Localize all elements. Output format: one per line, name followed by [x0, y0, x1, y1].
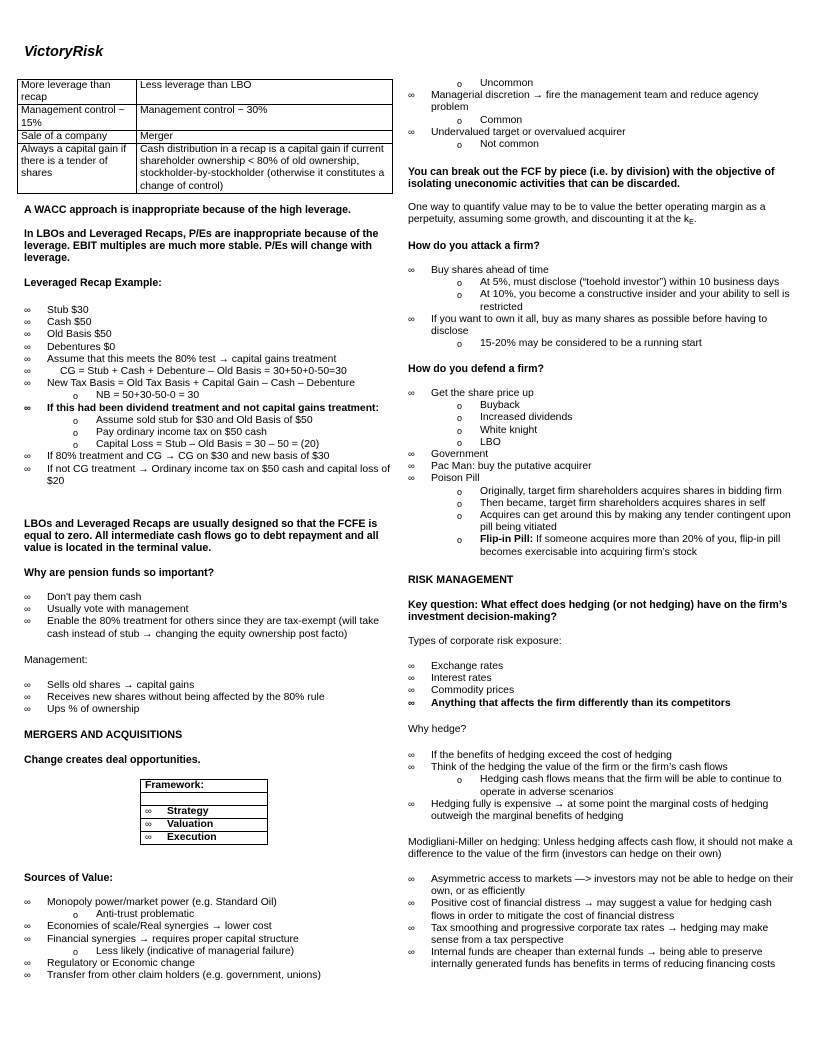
list-item — [24, 970, 394, 982]
list-item-text: Old Basis $50 — [47, 329, 112, 341]
list-item — [408, 90, 798, 114]
bullet-icon: ∞ — [24, 341, 31, 353]
sub-list-item — [408, 412, 798, 424]
list-item-text: Pac Man: buy the putative acquirer — [431, 461, 592, 473]
sub-bullet-icon: o — [457, 339, 463, 350]
sub-bullet-icon: o — [73, 946, 79, 957]
list-item-text: Financial synergies → requires proper capital structure — [47, 933, 299, 945]
list-item-text: Debentures $0 — [47, 341, 116, 353]
sub-bullet-icon: o — [457, 115, 463, 126]
sub-list-item — [408, 774, 798, 798]
recap-heading: Leveraged Recap Example: — [24, 277, 162, 289]
table-row — [18, 130, 393, 143]
bullet-icon: ∞ — [408, 750, 415, 761]
table-row — [141, 806, 268, 819]
list-item — [408, 874, 798, 898]
list-item-text: Hedging fully is expensive → at some point the marginal costs of hedging outweigh the marginal benefits of hedging — [431, 798, 769, 823]
fcfe-statement: LBOs and Leveraged Recaps are usually designed so that the FCFE is equal to zero. All intermediate cash flows go to debt repayment and all value is located in the terminal value. — [24, 518, 379, 555]
table-cell — [141, 793, 268, 806]
subscript: E — [689, 219, 694, 227]
list-item — [24, 934, 394, 946]
list-item — [408, 762, 798, 774]
table-cell: More leverage than recap — [18, 80, 137, 105]
sub-list-item — [408, 437, 798, 449]
list-item — [24, 403, 394, 415]
bullet-icon: ∞ — [24, 897, 31, 908]
list-item — [24, 921, 394, 933]
list-item-text: If the benefits of hedging exceed the cost of hedging — [431, 750, 672, 761]
list-item-text: Assume sold stub for $30 and Old Basis of $50 — [96, 414, 313, 426]
bullet-icon: ∞ — [408, 898, 415, 910]
sub-list-item — [408, 534, 798, 558]
sub-bullet-icon: o — [457, 79, 463, 89]
bullet-icon: ∞ — [24, 329, 31, 341]
list-item — [408, 750, 798, 762]
bullet-icon: ∞ — [24, 353, 31, 365]
list-item-text: Get the share price up — [431, 388, 534, 399]
bullet-icon: ∞ — [24, 958, 31, 970]
list-item — [408, 449, 798, 461]
bullet-icon: ∞ — [145, 819, 152, 830]
table-cell: Always a capital gain if there is a tender of shares — [18, 144, 137, 194]
bullet-icon: ∞ — [24, 970, 31, 982]
sub-list-item — [408, 425, 798, 437]
sub-list-item — [24, 909, 394, 921]
bullet-icon: ∞ — [24, 305, 31, 316]
sub-list-item — [408, 78, 798, 90]
sub-list-item — [24, 946, 394, 958]
pe-statement: In LBOs and Leveraged Recaps, P/Es are inappropriate because of the leverage. EBIT multiples are much more stable. P/Es will change with leverage. — [24, 228, 379, 265]
bullet-icon: ∞ — [408, 762, 415, 774]
fcf-statement: You can break out the FCF by piece (i.e. by division) with the objective of isolating uneconomic activities that can be discarded. — [408, 166, 775, 191]
sub-list-item — [24, 390, 394, 402]
ma-heading: MERGERS AND ACQUISITIONS — [24, 729, 183, 741]
table-row — [18, 105, 393, 130]
list-item — [408, 685, 798, 697]
sub-bullet-icon: o — [457, 486, 463, 497]
recap-list — [24, 305, 394, 488]
bullet-icon: ∞ — [408, 461, 415, 473]
list-item-text: Originally, target firm shareholders acquires shares in bidding firm — [480, 485, 782, 497]
list-item-text: At 10%, you become a constructive insider and your ability to sell is restricted — [480, 289, 790, 313]
list-item-text: Buy shares ahead of time — [431, 265, 549, 276]
bullet-icon: ∞ — [24, 402, 31, 414]
framework-item: Execution — [167, 832, 217, 843]
list-item — [24, 354, 394, 366]
list-item — [408, 127, 798, 139]
list-item-text: Common — [480, 114, 523, 126]
defend-list — [408, 388, 798, 559]
list-item — [24, 592, 394, 604]
list-item-text: Don't pay them cash — [47, 592, 142, 603]
management-list — [24, 680, 394, 717]
comparison-table — [17, 79, 393, 194]
list-item-text: Uncommon — [480, 78, 534, 89]
list-item-text: Stub $30 — [47, 305, 89, 316]
list-item-text: Capital Loss = Stub – Old Basis = 30 – 50 = (20) — [96, 439, 320, 451]
document-title: VictoryRisk — [24, 44, 104, 60]
sub-bullet-icon: o — [457, 775, 463, 786]
list-item — [24, 378, 394, 390]
bullet-icon: ∞ — [408, 313, 415, 325]
bullet-icon: ∞ — [408, 90, 415, 102]
bullet-icon: ∞ — [24, 366, 31, 378]
list-item-text: Monopoly power/market power (e.g. Standard Oil) — [47, 897, 277, 908]
sub-bullet-icon: o — [457, 535, 463, 546]
sub-list-item — [24, 427, 394, 439]
list-item — [408, 461, 798, 473]
bullet-icon: ∞ — [408, 661, 415, 672]
list-item-text: Exchange rates — [431, 661, 504, 672]
mm-paragraph: Modigliani-Miller on hedging: Unless hedging affects cash flow, it should not make a difference to the value of the firm (investors can hedge on their own) — [408, 837, 793, 861]
bullet-icon: ∞ — [24, 933, 31, 945]
sub-list-item — [408, 400, 798, 412]
list-item-text: NB = 50+30-50-0 = 30 — [96, 390, 200, 402]
why-hedge-heading: Why hedge? — [408, 724, 467, 735]
bullet-icon: ∞ — [24, 680, 31, 691]
list-item — [408, 898, 798, 922]
sub-bullet-icon: o — [457, 511, 463, 522]
list-item — [24, 317, 394, 329]
bullet-icon: ∞ — [24, 378, 31, 390]
bullet-icon: ∞ — [408, 449, 415, 461]
defend-heading: How do you defend a firm? — [408, 363, 544, 375]
table-row — [141, 819, 268, 832]
sub-list-item — [24, 415, 394, 427]
list-item — [24, 680, 394, 692]
pension-heading: Why are pension funds so important? — [24, 567, 215, 579]
table-cell: Less leverage than LBO — [137, 80, 393, 105]
why-hedge-list — [408, 750, 798, 823]
flipin-label: Flip-in Pill: — [480, 534, 534, 546]
list-item-text: Anything that affects the firm differently than its competitors — [431, 697, 731, 709]
bullet-icon: ∞ — [408, 685, 415, 697]
table-cell: Merger — [137, 130, 393, 143]
bullet-icon: ∞ — [24, 604, 31, 616]
list-item — [24, 305, 394, 317]
table-row — [141, 832, 268, 845]
bullet-icon: ∞ — [24, 704, 31, 716]
list-item-text: If not CG treatment → Ordinary income tax on $50 cash and capital loss of $20 — [47, 463, 391, 487]
list-item-text: Ups % of ownership — [47, 704, 140, 716]
table-row — [141, 780, 268, 793]
list-item — [24, 366, 394, 378]
list-item-text: Increased dividends — [480, 412, 573, 424]
list-item-text: Think of the hedging the value of the firm or the firm’s cash flows — [431, 762, 728, 774]
bullet-icon: ∞ — [408, 874, 415, 885]
list-item — [24, 692, 394, 704]
sub-bullet-icon: o — [457, 278, 463, 289]
list-item — [24, 604, 394, 616]
list-item-text: Economies of scale/Real synergies → lower cost — [47, 921, 272, 933]
list-item-text: New Tax Basis = Old Tax Basis + Capital Gain – Cash – Debenture — [47, 378, 356, 390]
list-item-text: Undervalued target or overvalued acquirer — [431, 126, 626, 138]
table-row — [18, 144, 393, 194]
table-cell — [141, 806, 268, 819]
table-cell: Management control ~ 15% — [18, 105, 137, 130]
bullet-icon: ∞ — [408, 126, 415, 138]
pension-list — [24, 592, 394, 641]
list-item-text: LBO — [480, 436, 501, 448]
bullet-icon: ∞ — [24, 451, 31, 463]
sub-bullet-icon: o — [73, 415, 79, 426]
list-item — [24, 451, 394, 463]
bullet-icon: ∞ — [145, 806, 152, 817]
list-item-text: Government — [431, 449, 489, 461]
sub-list-item — [408, 289, 798, 313]
attack-list — [408, 265, 798, 350]
list-item — [24, 616, 394, 640]
wacc-statement: A WACC approach is inappropriate because of the high leverage. — [24, 204, 351, 216]
sub-list-item — [408, 498, 798, 510]
sources-heading: Sources of Value: — [24, 872, 113, 884]
types-list — [408, 661, 798, 710]
bullet-icon: ∞ — [408, 697, 415, 709]
sub-bullet-icon: o — [73, 910, 79, 921]
list-item-text: Tax smoothing and progressive corporate tax rates → hedging may make sense from a tax perspective — [431, 922, 769, 947]
list-item-text: Commodity prices — [431, 685, 515, 697]
bullet-icon: ∞ — [24, 463, 31, 475]
bullet-icon: ∞ — [408, 922, 415, 934]
bullet-icon: ∞ — [24, 692, 31, 704]
bullet-icon: ∞ — [145, 832, 152, 843]
bullet-icon: ∞ — [408, 388, 415, 399]
bullet-icon: ∞ — [408, 798, 415, 810]
list-item — [408, 265, 798, 277]
framework-item: Valuation — [167, 819, 214, 830]
key-question: Key question: What effect does hedging (or not hedging) have on the firm’s investment decision-making? — [408, 599, 788, 624]
framework-table — [140, 779, 268, 845]
list-item-text: White knight — [480, 424, 538, 436]
list-item — [408, 314, 798, 338]
bullet-icon: ∞ — [408, 947, 415, 959]
sub-bullet-icon: o — [457, 401, 463, 412]
sub-bullet-icon: o — [73, 428, 79, 439]
list-item-text: Poison Pill — [431, 473, 480, 485]
change-statement: Change creates deal opportunities. — [24, 754, 201, 766]
attack-heading: How do you attack a firm? — [408, 240, 540, 252]
list-item — [408, 473, 798, 485]
bullet-icon: ∞ — [408, 473, 415, 485]
list-item — [408, 923, 798, 947]
sub-list-item — [24, 439, 394, 451]
list-item-text: Managerial discretion → fire the management team and reduce agency problem — [431, 90, 759, 114]
list-item — [24, 704, 394, 716]
list-item-text: Sells old shares → capital gains — [47, 680, 195, 691]
list-item-text: Cash $50 — [47, 317, 92, 329]
sub-bullet-icon: o — [457, 425, 463, 436]
quantify-paragraph: One way to quantify value may to be to value the better operating margin as a perpetuity, assuming some growth, and discounting it at the $k_E$. — [408, 202, 766, 227]
framework-heading: Framework: — [141, 780, 268, 793]
sub-bullet-icon: o — [73, 440, 79, 451]
framework-item: Strategy — [167, 806, 209, 817]
bullet-icon: ∞ — [24, 921, 31, 933]
list-item-text: Internal funds are cheaper than external funds → being able to preserve internally generated funds has benefits in terms of reducing financing costs — [431, 947, 776, 971]
table-cell — [141, 832, 268, 845]
list-item — [408, 673, 798, 685]
list-item — [24, 342, 394, 354]
list-item-text: Acquires can get around this by making any tender contingent upon pill being vitiated — [480, 510, 791, 534]
list-item-text: If 80% treatment and CG → CG on $30 and new basis of $30 — [47, 451, 330, 463]
list-item-text: Hedging cash flows means that the firm will be able to continue to operate in adverse scenarios — [480, 774, 782, 798]
sub-list-item — [408, 510, 798, 534]
sources-list — [24, 897, 394, 982]
list-item — [24, 958, 394, 970]
table-row — [18, 80, 393, 105]
list-item-text: If this had been dividend treatment and not capital gains treatment: — [47, 402, 379, 414]
list-item-text: Not common — [480, 139, 539, 151]
list-item — [24, 329, 394, 341]
sub-list-item — [408, 277, 798, 289]
management-heading: Management: — [24, 655, 88, 666]
sub-bullet-icon: o — [457, 413, 463, 424]
sources-continued-list — [408, 78, 798, 151]
bullet-icon: ∞ — [24, 317, 31, 329]
list-item-text: Then became, target firm shareholders acquires shares in self — [480, 497, 766, 509]
sub-bullet-icon: o — [457, 140, 463, 151]
bullet-icon: ∞ — [24, 616, 31, 628]
sub-bullet-icon: o — [457, 290, 463, 301]
list-item-text: Assume that this meets the 80% test → capital gains treatment — [47, 353, 337, 365]
bullet-icon: ∞ — [24, 592, 31, 603]
list-item — [408, 947, 798, 971]
list-item — [408, 388, 798, 400]
bullet-icon: ∞ — [408, 265, 415, 276]
table-cell — [141, 819, 268, 832]
list-item — [408, 698, 798, 710]
list-item — [24, 464, 394, 488]
list-item-text: Asymmetric access to markets —> investors may not be able to hedge on their own, or as efficiently — [431, 874, 794, 898]
table-row — [141, 793, 268, 806]
sub-list-item — [408, 115, 798, 127]
list-item-text: Usually vote with management — [47, 604, 189, 616]
list-item-text: Transfer from other claim holders (e.g. government, unions) — [47, 970, 321, 982]
list-item-text: At 5%, must disclose (“toehold investor”) within 10 business days — [480, 277, 780, 289]
sub-list-item — [408, 338, 798, 350]
list-item-text: If someone acquires more than 20% of you, flip-in pill becomes exercisable into acquiring firm’s stock — [480, 534, 781, 558]
bullet-icon: ∞ — [408, 673, 415, 685]
list-item-text: Pay ordinary income tax on $50 cash — [96, 427, 267, 439]
list-item-text: Enable the 80% treatment for others since they are tax-exempt (will take cash instead of stub → changing the equity ownership post facto) — [47, 616, 380, 640]
sub-bullet-icon: o — [457, 498, 463, 509]
list-item — [408, 661, 798, 673]
list-item-text: CG = Stub + Cash + Debenture – Old Basis = 30+50+0-50=30 — [60, 366, 347, 378]
sub-bullet-icon: o — [73, 391, 79, 402]
list-item-text: Less likely (indicative of managerial failure) — [96, 945, 295, 957]
list-item-text: 15-20% may be considered to be a running start — [480, 338, 702, 350]
mm-list — [408, 874, 798, 972]
list-item-text: If you want to own it all, buy as many shares as possible before having to disclose — [431, 313, 768, 338]
sub-list-item — [408, 139, 798, 151]
list-item-text: Regulatory or Economic change — [47, 958, 195, 970]
table-cell: Management control ~ 30% — [137, 105, 393, 130]
table-cell: Cash distribution in a recap is a capital gain if current shareholder ownership < 80% of old ownership, stockholder-by-stockholder (otherwise it constitutes a change of control) — [137, 144, 393, 194]
types-heading: Types of corporate risk exposure: — [408, 636, 562, 647]
list-item — [408, 799, 798, 823]
sub-bullet-icon: o — [457, 437, 463, 448]
list-item — [24, 897, 394, 909]
list-item-text: Positive cost of financial distress → may suggest a value for hedging cash flows in order to mitigate the cost of financial distress — [431, 898, 772, 922]
risk-heading: RISK MANAGEMENT — [408, 574, 514, 586]
list-item-text: Receives new shares without being affected by the 80% rule — [47, 692, 325, 704]
quantify-text: One way to quantify value may to be to value the better operating margin as a perpetuity, assuming some growth, and discounting it at the k — [408, 202, 766, 226]
table-cell: Sale of a company — [18, 130, 137, 143]
sub-list-item — [408, 486, 798, 498]
list-item-text: Interest rates — [431, 673, 492, 685]
list-item-text: Buyback — [480, 400, 520, 412]
list-item-text: Anti-trust problematic — [96, 909, 195, 921]
